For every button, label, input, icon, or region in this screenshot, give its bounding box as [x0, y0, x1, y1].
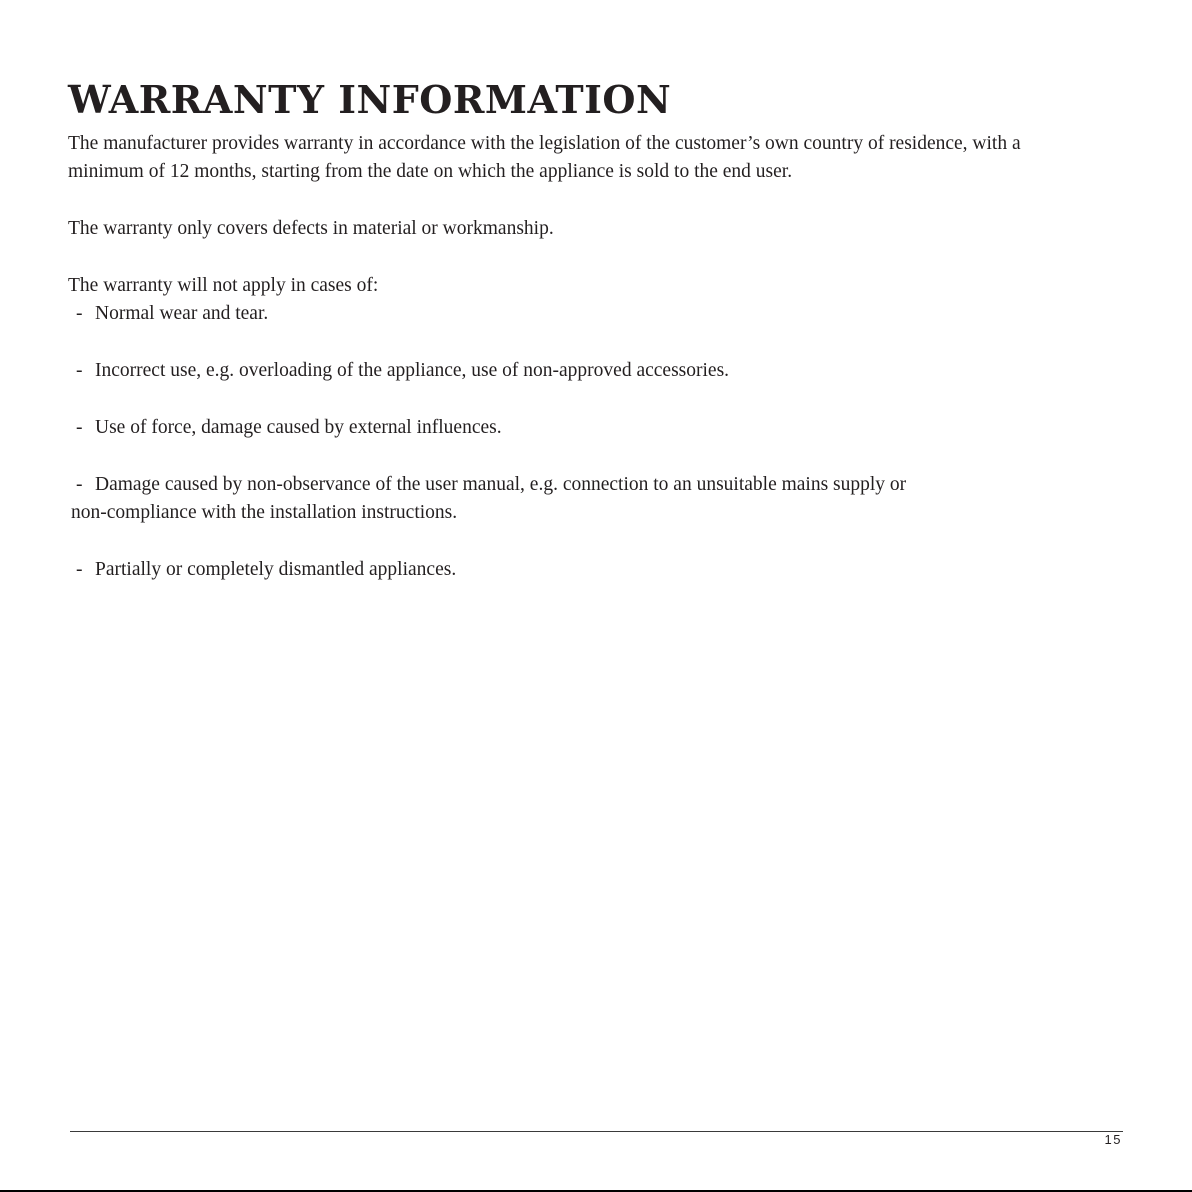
list-spacer — [68, 386, 1138, 414]
list-spacer — [68, 528, 1138, 556]
list-item-text: non-compliance with the installation instructions. — [71, 502, 458, 524]
paragraph-spacer — [68, 244, 1138, 272]
intro-paragraph-line-1: The manufacturer provides warranty in accordance with the legislation of the customer’s own country of residence, with a — [68, 133, 1021, 154]
paragraph-spacer — [68, 187, 1138, 215]
coverage-paragraph: The warranty only covers defects in material or workmanship. — [68, 218, 554, 240]
list-item-normal-wear — [68, 300, 1138, 328]
list-item-dismantled — [68, 556, 1138, 584]
list-item-manual-non-observance — [68, 471, 1138, 499]
list-item-text: Incorrect use, e.g. overloading of the appliance, use of non-approved accessories. — [95, 360, 730, 382]
list-item-incorrect-use — [68, 357, 1138, 385]
list-dash: - — [76, 417, 83, 438]
page-number: 15 — [1104, 1132, 1122, 1147]
warranty-body — [68, 130, 1138, 584]
list-dash: - — [76, 473, 83, 495]
list-dash: - — [76, 303, 83, 325]
list-spacer — [68, 329, 1138, 357]
list-dash: - — [76, 360, 83, 382]
list-item-use-of-force — [68, 414, 1138, 442]
list-item-text: Normal wear and tear. — [95, 303, 269, 325]
intro-paragraph-line-2: minimum of 12 months, starting from the date on which the appliance is sold to the end user. — [68, 161, 793, 183]
exclusions-intro: The warranty will not apply in cases of: — [68, 275, 379, 296]
list-item-text: Use of force, damage caused by external influences. — [95, 417, 502, 438]
exclusions-list — [68, 300, 1138, 584]
page-title: WARRANTY INFORMATION — [68, 77, 672, 122]
list-dash: - — [76, 559, 83, 580]
footer-divider — [70, 1131, 1123, 1132]
list-spacer — [68, 442, 1138, 470]
list-item-text: Damage caused by non-observance of the user manual, e.g. connection to an unsuitable mains supply or — [95, 473, 907, 495]
list-item-text: Partially or completely dismantled appliances. — [95, 559, 457, 580]
list-item-continuation — [68, 499, 1138, 527]
